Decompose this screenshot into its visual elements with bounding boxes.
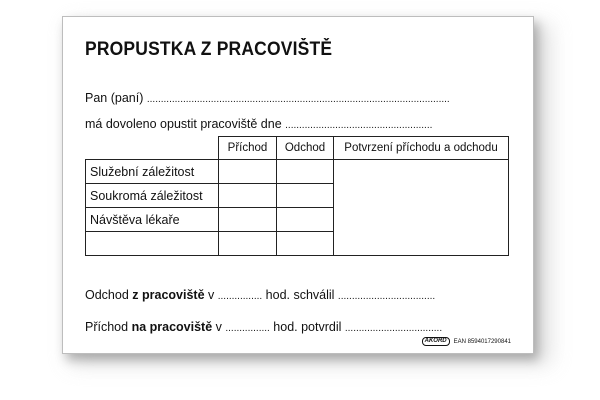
header-arrival: Příchod [219,137,277,160]
arrival-bold: na pracoviště [131,320,213,334]
arrival-time-dots: ................ [225,323,270,334]
attendance-table [85,136,509,256]
arrival-v: v [212,320,226,334]
departure-cell[interactable] [277,184,334,208]
name-line [85,91,450,105]
arrival-cell[interactable] [219,232,277,256]
arrival-line [85,320,442,334]
row-label: Služební záležitost [86,160,219,184]
departure-line [85,288,435,302]
date-label: má dovoleno opustit pracoviště dne [85,117,282,131]
header-confirmation: Potvrzení příchodu a odchodu [334,137,509,160]
departure-bold: z pracoviště [132,288,205,302]
arrival-cell[interactable] [219,160,277,184]
header-departure: Odchod [277,137,334,160]
pass-form [62,16,534,354]
form-title: PROPUSTKA Z PRACOVIŠTĚ [85,39,333,60]
arrival-cell[interactable] [219,208,277,232]
departure-cell[interactable] [277,232,334,256]
name-dots: ............................................................................................................. [146,94,450,105]
arrival-confirmed-dots: ................................... [344,323,443,334]
row-label [86,232,219,256]
footer [422,337,511,346]
departure-time-dots: ................ [217,291,263,302]
departure-cell[interactable] [277,160,334,184]
table-header-row [86,137,509,160]
ean-code: EAN 8594017290841 [453,338,511,345]
departure-prefix: Odchod [85,288,133,302]
departure-v: v [204,288,218,302]
arrival-hod: hod. potvrdil [269,320,345,334]
header-blank [86,137,219,160]
confirmation-cell[interactable] [334,160,509,256]
table-row [86,160,509,184]
row-label: Soukromá záležitost [86,184,219,208]
arrival-prefix: Příchod [85,320,132,334]
date-line [85,117,432,131]
name-label: Pan (paní) [85,91,144,105]
departure-cell[interactable] [277,208,334,232]
departure-hod: hod. schválil [262,288,338,302]
arrival-cell[interactable] [219,184,277,208]
departure-approved-dots: ................................... [337,291,436,302]
date-dots: ..................................................... [285,120,433,131]
akord-logo: AKORD [422,337,450,346]
row-label: Návštěva lékaře [86,208,219,232]
